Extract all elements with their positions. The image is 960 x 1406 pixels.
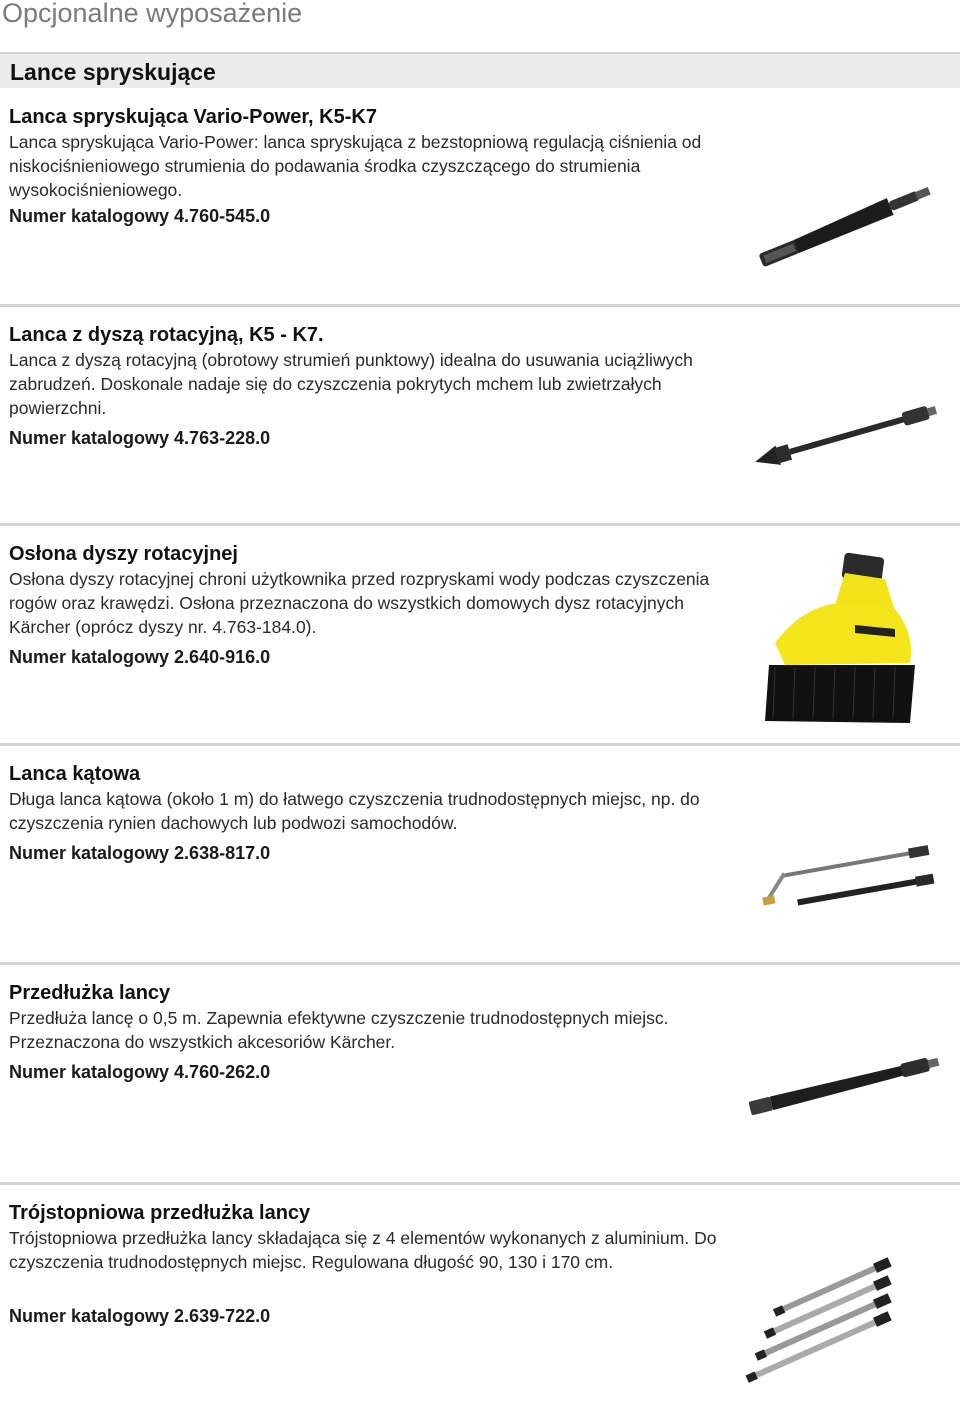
product-description: Lanca z dyszą rotacyjną (obrotowy strumień punktowy) idealna do usuwania uciążliwych zabrudzeń. Doskonale nadaje się do czyszczenia pokrytych mchem lub zwietrzałych powierzchni. [9, 350, 693, 418]
divider [0, 962, 960, 965]
product-title: Lanca kątowa [9, 763, 141, 785]
product-title: Lanca z dyszą rotacyjną, K5 - K7. [9, 324, 324, 346]
product-description: Lanca spryskująca Vario-Power: lanca spryskująca z bezstopniową regulacją ciśnienia od niskociśnieniowego strumienia do podawania środka czyszczącego do strumienia wysokociśnieniowego. [9, 132, 702, 200]
section-header [0, 52, 960, 88]
product-title: Przedłużka lancy [9, 982, 171, 1004]
product-title: Osłona dyszy rotacyjnej [9, 543, 238, 565]
product-description: Trójstopniowa przedłużka lancy składająca się z 4 elementów wykonanych z aluminium. Do czyszczenia trudnodostępnych miejsc. Regulowana długość 90, 130 i 170 cm. [9, 1228, 717, 1272]
product-number: Numer katalogowy 2.639-722.0 [9, 1306, 271, 1326]
product-title: Lanca spryskująca Vario-Power, K5-K7 [9, 106, 377, 128]
product-number: Numer katalogowy 4.760-545.0 [9, 206, 271, 226]
product-description: Długa lanca kątowa (około 1 m) do łatwego czyszczenia trudnodostępnych miejsc, np. do czyszczenia rynien dachowych lub podwozi samochodów. [9, 789, 700, 833]
product-item [0, 523, 960, 743]
product-number: Numer katalogowy 2.640-916.0 [9, 647, 271, 667]
product-item [0, 743, 960, 963]
lance-extension-image [745, 994, 945, 1174]
product-description: Przedłuża lancę o 0,5 m. Zapewnia efektywne czyszczenie trudnodostępnych miejsc. Przeznaczona do wszystkich akcesoriów Kärcher. [9, 1008, 669, 1052]
three-stage-extension-image [745, 1224, 945, 1394]
product-title: Trójstopniowa przedłużka lancy [9, 1202, 311, 1224]
divider [0, 1182, 960, 1185]
product-number: Numer katalogowy 4.760-262.0 [9, 1062, 271, 1082]
product-number: Numer katalogowy 4.763-228.0 [9, 428, 271, 448]
divider [0, 523, 960, 526]
rotary-nozzle-lance-image [745, 344, 945, 524]
product-item [0, 86, 960, 306]
section-title: Lance spryskujące [10, 59, 216, 85]
product-number: Numer katalogowy 2.638-817.0 [9, 843, 271, 863]
divider [0, 743, 960, 746]
product-item [0, 962, 960, 1182]
page-title: Opcjonalne wyposażenie [2, 0, 303, 28]
product-description: Osłona dyszy rotacyjnej chroni użytkownika przed rozpryskami wody podczas czyszczenia rogów oraz krawędzi. Osłona przeznaczona do wszystkich domowych dysz rotacyjnych Kärcher (oprócz dyszy nr. 4.763-184.0). [9, 569, 710, 637]
product-item [0, 304, 960, 524]
vario-power-lance-image [745, 138, 945, 318]
angled-lance-image [745, 793, 945, 973]
nozzle-splash-guard-image [745, 533, 945, 733]
product-item [0, 1182, 960, 1402]
divider [0, 304, 960, 307]
